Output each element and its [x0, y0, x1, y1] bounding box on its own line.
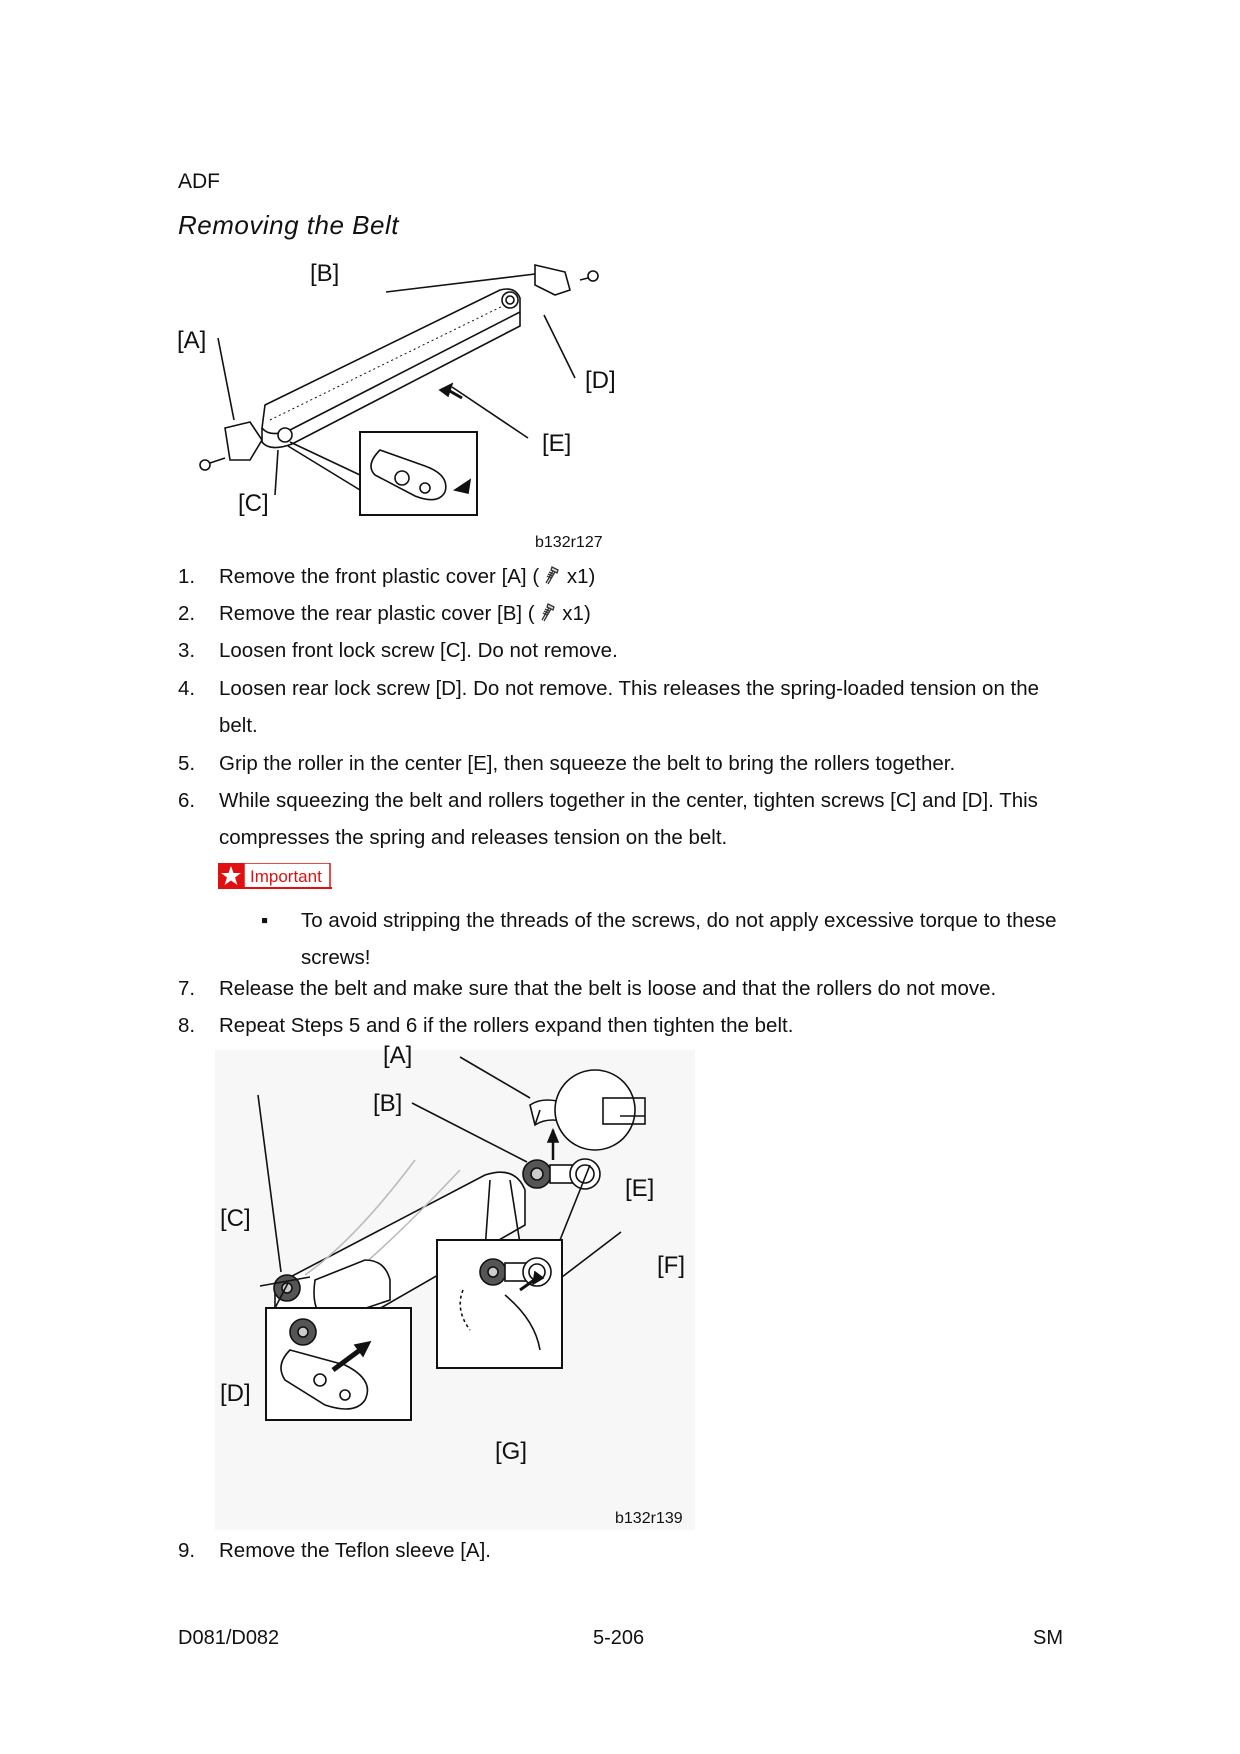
step-number: 6.: [178, 789, 196, 812]
belt-sleeve-illustration: [215, 1050, 695, 1530]
step-text: Remove the rear plastic cover [B] ( x1): [219, 602, 591, 625]
step-number: 3.: [178, 639, 196, 662]
step-text: Remove the front plastic cover [A] ( x1): [219, 565, 596, 588]
label-e: [E]: [542, 430, 572, 457]
label-a: [A]: [383, 1042, 413, 1069]
step-number: 5.: [178, 752, 196, 775]
label-d: [D]: [585, 367, 616, 394]
label-e: [E]: [625, 1175, 655, 1202]
label-c: [C]: [220, 1205, 251, 1232]
belt-removal-figure-1: [170, 260, 630, 560]
step-number: 7.: [178, 977, 196, 1000]
step-text: Release the belt and make sure that the belt is loose and that the rollers do not move.: [219, 977, 997, 1000]
label-g: [G]: [495, 1438, 528, 1465]
label-b: [B]: [310, 260, 340, 287]
label-d: [D]: [220, 1380, 251, 1407]
label-a: [A]: [177, 327, 207, 354]
important-badge: [218, 863, 332, 889]
label-c: [C]: [238, 490, 269, 517]
step-number: 9.: [178, 1539, 196, 1562]
footer-page-number: 5-206: [593, 1627, 645, 1649]
step-text: Loosen front lock screw [C]. Do not remove.: [219, 639, 618, 662]
label-b: [B]: [373, 1090, 403, 1117]
label-f: [F]: [657, 1252, 685, 1279]
step-text: Grip the roller in the center [E], then squeeze the belt to bring the rollers together.: [219, 752, 956, 775]
step-text: Remove the Teflon sleeve [A].: [219, 1539, 491, 1562]
important-label: Important: [250, 867, 322, 886]
screw-icon: [535, 600, 557, 624]
step-number: 1.: [178, 565, 196, 588]
step-number: 8.: [178, 1014, 196, 1037]
bullet-square-icon: ▪: [261, 909, 269, 932]
page-title: Removing the Belt: [178, 210, 399, 240]
figure-code: b132r127: [535, 534, 603, 551]
footer-model: D081/D082: [178, 1627, 280, 1649]
figure-code: b132r139: [615, 1510, 683, 1527]
step-number: 2.: [178, 602, 196, 625]
belt-removal-figure-2: [215, 1042, 695, 1530]
section-header: ADF: [178, 170, 220, 193]
step-text: Repeat Steps 5 and 6 if the rollers expand then tighten the belt.: [219, 1014, 794, 1037]
footer-manual-type: SM: [1033, 1627, 1063, 1649]
bullet-text: To avoid stripping the threads of the screws, do not apply excessive torque to these screws!: [301, 909, 1057, 969]
step-text: While squeezing the belt and rollers together in the center, tighten screws [C] and [D]. This compresses the spring and releases tension on the belt.: [219, 789, 1038, 849]
step-text: Loosen rear lock screw [D]. Do not remove. This releases the spring-loaded tension on the belt.: [219, 677, 1040, 737]
screw-icon: [539, 563, 561, 587]
step-number: 4.: [178, 677, 196, 700]
